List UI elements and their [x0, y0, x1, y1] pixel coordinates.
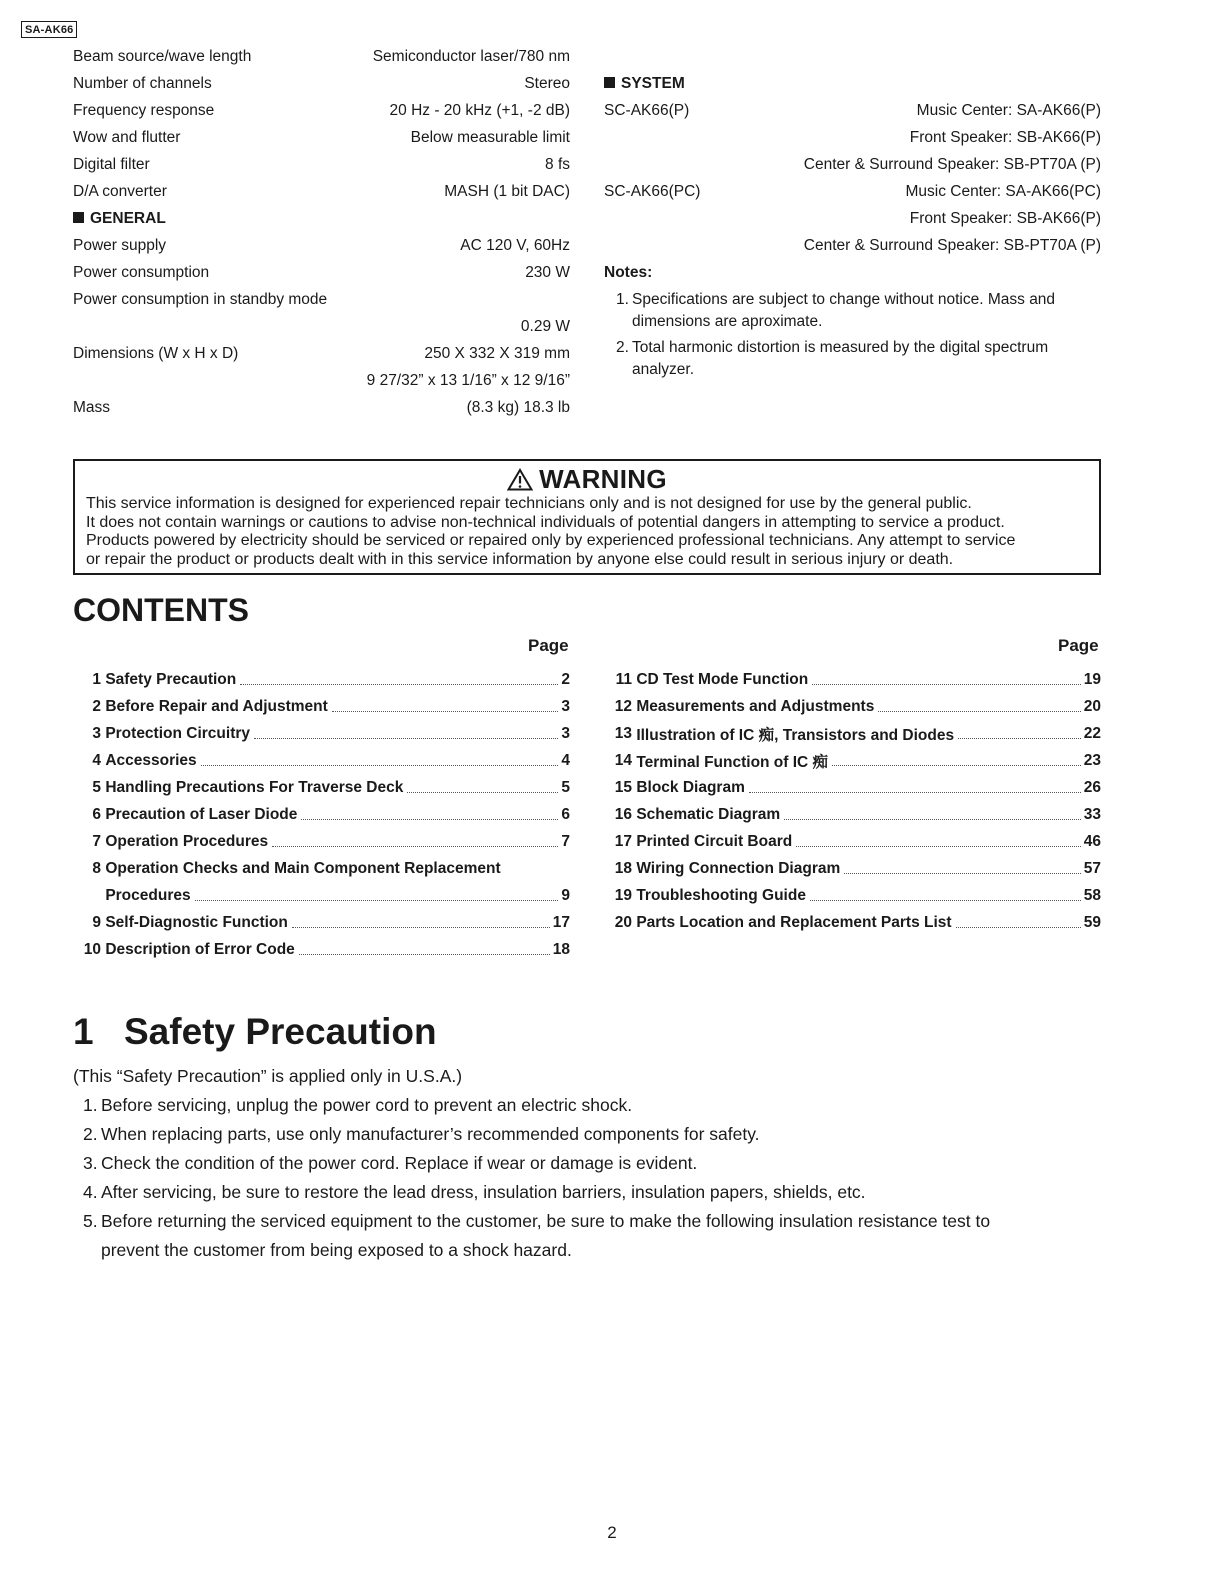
spec-row: 9 27/32” x 13 1/16” x 12 9/16” [366, 372, 570, 389]
spec-row: Digital filter 8 fs [73, 156, 570, 173]
warning-text: This service information is designed for experienced repair technicians only and is not designed for use by the general public. It does not contain warnings or cautions to advise non-technical individuals of potential dangers in attempting to service a product. Products powered by electricity should be serviced or repaired only by experienced professional technicians. Any attempt to service or repair the product or products dealt with in this service information by anyone else could result in serious injury or death. [86, 495, 1016, 568]
spec-row: Power consumption 230 W [73, 264, 570, 281]
toc-entry[interactable]: 15 Block Diagram 26 [614, 778, 1101, 796]
general-heading: GENERAL [73, 208, 570, 230]
toc-entry[interactable]: 5 Handling Precautions For Traverse Deck 5 [92, 778, 570, 796]
spec-row: Mass (8.3 kg) 18.3 lb [73, 399, 570, 416]
spec-row: Power consumption in standby mode [73, 291, 328, 308]
spec-row: Number of channels Stereo [73, 75, 570, 92]
section-heading: 1 Safety Precaution [73, 1011, 437, 1052]
system-row: SC-AK66(PC) Music Center: SA-AK66(PC) [604, 183, 1101, 200]
toc-entry[interactable]: 17 Printed Circuit Board 46 [614, 832, 1101, 850]
warning-box [73, 459, 1101, 575]
toc-entry[interactable]: 18 Wiring Connection Diagram 57 [614, 859, 1101, 877]
toc-entry[interactable]: 7 Operation Procedures 7 [92, 832, 570, 850]
note-item: 2. Total harmonic distortion is measured by the digital spectrum analyzer. [616, 339, 1049, 378]
toc-entry[interactable]: 20 Parts Location and Replacement Parts List 59 [614, 913, 1101, 931]
toc-entry[interactable]: 19 Troubleshooting Guide 58 [614, 886, 1101, 904]
system-row: Front Speaker: SB-AK66(P) [909, 210, 1101, 227]
toc-entry[interactable]: 12 Measurements and Adjustments 20 [614, 697, 1101, 715]
safety-list: 1. Before servicing, unplug the power cord to prevent an electric shock. 2. When replacing parts, use only manufacturer’s recommended components for safety. 3. Check the condition of the power cord. Replace if wear or damage is evident. 4. After servicing, be sure to restore the lead dress, insulation barriers, insulation papers, shields, etc. 5. Before returning the serviced equipment to the customer, be sure to make the following insulation resistance test to prevent the customer from being exposed to a shock hazard. [83, 1095, 991, 1260]
page-column-header: Page [1058, 636, 1099, 655]
toc-entry[interactable]: 16 Schematic Diagram 33 [614, 805, 1101, 823]
toc-entry[interactable]: 4 Accessories 4 [92, 751, 570, 769]
safety-intro: (This “Safety Precaution” is applied only in U.S.A.) [73, 1066, 463, 1086]
toc-entry-continuation[interactable]: Procedures 9 [105, 886, 570, 904]
spec-row: Wow and flutter Below measurable limit [73, 129, 570, 146]
spec-row: Power supply AC 120 V, 60Hz [73, 237, 570, 254]
spec-row: 0.29 W [520, 318, 570, 335]
system-row: Front Speaker: SB-AK66(P) [909, 129, 1101, 146]
notes-heading: Notes: [604, 264, 653, 281]
toc-left [73, 666, 570, 966]
note-item: 1. Specifications are subject to change without notice. Mass and dimensions are aproximate. [616, 291, 1056, 330]
warning-title: WARNING [75, 463, 1099, 495]
toc-entry[interactable]: 6 Precaution of Laser Diode 6 [92, 805, 570, 823]
model-tag: SA-AK66 [21, 21, 77, 38]
toc-entry[interactable]: 9 Self-Diagnostic Function 17 [92, 913, 570, 931]
toc-entry[interactable]: 10 Description of Error Code 18 [83, 940, 570, 958]
toc-right [604, 666, 1101, 936]
spec-row: Beam source/wave length Semiconductor laser/780 nm [73, 48, 570, 65]
system-heading: SYSTEM [604, 73, 1101, 95]
system-row: Center & Surround Speaker: SB-PT70A (P) [803, 237, 1101, 254]
toc-entry[interactable]: 2 Before Repair and Adjustment 3 [92, 697, 570, 715]
system-row: SC-AK66(P) Music Center: SA-AK66(P) [604, 102, 1101, 119]
spec-row: Frequency response 20 Hz - 20 kHz (+1, -2 dB) [73, 102, 570, 119]
page-number: 2 [607, 1523, 617, 1542]
toc-entry[interactable]: 1 Safety Precaution 2 [92, 670, 570, 688]
system-row: Center & Surround Speaker: SB-PT70A (P) [803, 156, 1101, 173]
specs-left-column [73, 46, 570, 426]
toc-entry[interactable]: 11 CD Test Mode Function 19 [615, 670, 1101, 688]
toc-entry-multiline[interactable]: 8 Operation Checks and Main Component Replacement [92, 859, 501, 877]
toc-entry[interactable]: 3 Protection Circuitry 3 [92, 724, 570, 742]
spec-row: Dimensions (W x H x D) 250 X 332 X 319 mm [73, 345, 570, 362]
contents-title: CONTENTS [73, 592, 249, 628]
warning-triangle-icon [507, 468, 533, 491]
spec-row: D/A converter MASH (1 bit DAC) [73, 183, 570, 200]
square-bullet-icon [604, 77, 615, 88]
toc-entry[interactable]: 13 Illustration of IC 痴, Transistors and Diodes 22 [614, 724, 1101, 744]
specs-right-column [604, 46, 1101, 386]
square-bullet-icon [73, 212, 84, 223]
toc-entry[interactable]: 14 Terminal Function of IC 痴 23 [614, 751, 1101, 771]
page-column-header: Page [528, 636, 569, 655]
